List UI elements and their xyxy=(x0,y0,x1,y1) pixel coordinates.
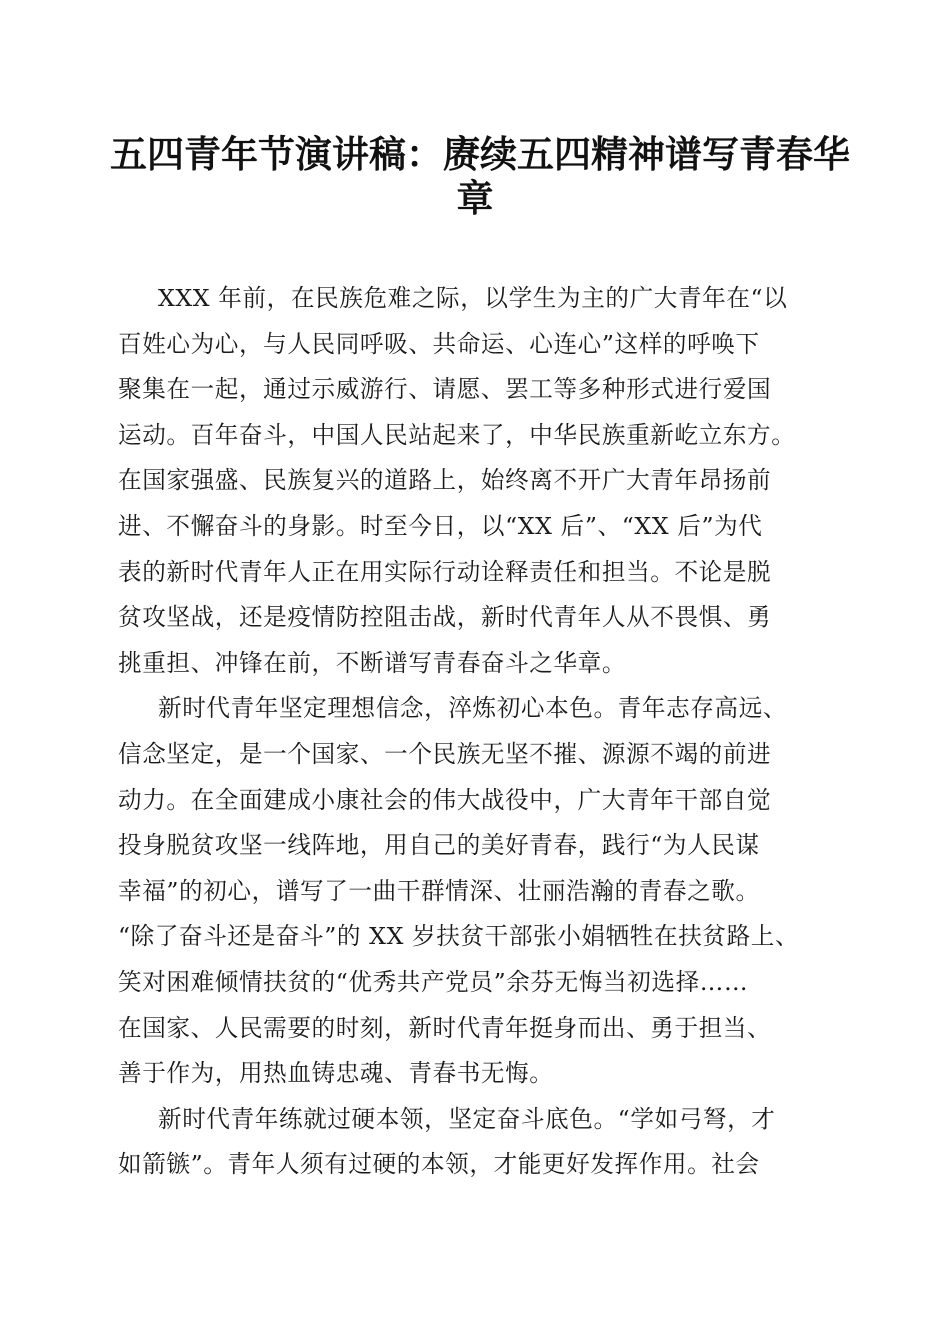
paragraph-line: 进、不懈奋斗的身影。时至今日，以“XX 后”、“XX 后”为代 xyxy=(118,511,763,540)
paragraph-line: 善于作为，用热血铸忠魂、青春书无悔。 xyxy=(118,1059,554,1088)
paragraph-line: 动力。在全面建成小康社会的伟大战役中，广大青年干部自觉 xyxy=(118,785,772,814)
paragraph-line: 在国家强盛、民族复兴的道路上，始终离不开广大青年昂扬前 xyxy=(118,466,772,495)
paragraph-3 xyxy=(118,1097,833,1188)
paragraph-line: 幸福”的初心，谱写了一曲干群情深、壮丽浩瀚的青春之歌。 xyxy=(118,876,760,905)
paragraph-line: “除了奋斗还是奋斗”的 XX 岁扶贫干部张小娟牺牲在扶贫路上、 xyxy=(118,922,800,951)
paragraph-line: 百姓心为心，与人民同呼吸、共命运、心连心”这样的呼唤下 xyxy=(118,329,760,358)
title-line: 五四青年节演讲稿：赓续五四精神谱写青春华 xyxy=(110,132,850,176)
paragraph-line: 运动。百年奋斗，中国人民站起来了，中华民族重新屹立东方。 xyxy=(118,420,796,449)
paragraph-line: 信念坚定，是一个国家、一个民族无坚不摧、源源不竭的前进 xyxy=(118,739,772,768)
paragraph-line: 聚集在一起，通过示威游行、请愿、罢工等多种形式进行爱国 xyxy=(118,375,772,404)
paragraph-line: 在国家、人民需要的时刻，新时代青年挺身而出、勇于担当、 xyxy=(118,1013,772,1042)
paragraph-line: XXX 年前，在民族危难之际，以学生为主的广大青年在“以 xyxy=(158,284,788,312)
paragraph-line: 新时代青年坚定理想信念，淬炼初心本色。青年志存高远、 xyxy=(158,694,788,723)
document-title xyxy=(110,132,850,220)
document-body xyxy=(118,276,833,1188)
paragraph-line: 投身脱贫攻坚一线阵地，用自己的美好青春，践行“为人民谋 xyxy=(118,831,760,860)
paragraph-line: 挑重担、冲锋在前，不断谱写青春奋斗之华章。 xyxy=(118,648,627,677)
paragraph-line: 新时代青年练就过硬本领，坚定奋斗底色。“学如弓弩，才 xyxy=(158,1104,776,1133)
paragraph-1 xyxy=(118,276,833,686)
paragraph-line: 笑对困难倾情扶贫的“优秀共产党员”余芬无悔当初选择…… xyxy=(118,967,749,996)
paragraph-line: 表的新时代青年人正在用实际行动诠释责任和担当。不论是脱 xyxy=(118,557,772,586)
paragraph-line: 贫攻坚战，还是疫情防控阻击战，新时代青年人从不畏惧、勇 xyxy=(118,603,772,632)
paragraph-line: 如箭镞”。青年人须有过硬的本领，才能更好发挥作用。社会 xyxy=(118,1150,760,1179)
paragraph-2 xyxy=(118,686,833,1096)
title-line: 章 xyxy=(456,176,494,220)
